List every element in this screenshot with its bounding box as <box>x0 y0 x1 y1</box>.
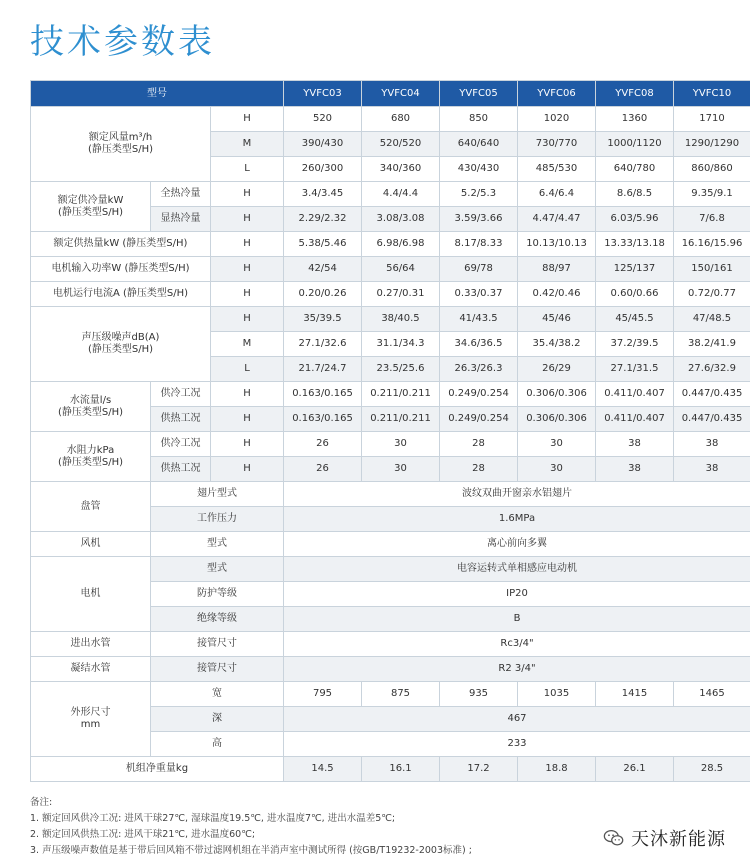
value-cell: 26.1 <box>596 757 674 782</box>
value-cell: 88/97 <box>518 257 596 282</box>
value-cell: 离心前向多翼 <box>284 532 750 557</box>
value-cell: 795 <box>284 682 362 707</box>
note-line: 1. 额定回风供冷工况: 进风干球27℃, 湿球温度19.5℃, 进水温度7℃, 进出水温差5℃; <box>30 813 396 824</box>
value-cell: 16.16/15.96 <box>674 232 750 257</box>
value-cell: 3.59/3.66 <box>440 207 518 232</box>
value-cell: 340/360 <box>362 157 440 182</box>
value-cell: 1020 <box>518 107 596 132</box>
row-label-power: 电机输入功率W (静压类型S/H) <box>31 257 211 282</box>
value-cell: 875 <box>362 682 440 707</box>
table-row <box>31 257 750 282</box>
row-label-fan: 风机 <box>31 532 151 557</box>
level-cell: H <box>211 382 284 407</box>
sub-label: 接管尺寸 <box>151 657 284 682</box>
value-cell: 1290/1290 <box>674 132 750 157</box>
value-cell: 1360 <box>596 107 674 132</box>
level-cell: H <box>211 457 284 482</box>
table-row <box>31 657 750 682</box>
value-cell: 680 <box>362 107 440 132</box>
value-cell: 860/860 <box>674 157 750 182</box>
model-col: YVFC03 <box>284 81 362 107</box>
sub-label: 供冷工况 <box>151 382 211 407</box>
sub-label: 深 <box>151 707 284 732</box>
header-row <box>31 81 750 107</box>
value-cell: 1415 <box>596 682 674 707</box>
wechat-icon <box>603 827 625 849</box>
value-cell: 4.47/4.47 <box>518 207 596 232</box>
value-cell: 430/430 <box>440 157 518 182</box>
value-cell: 0.447/0.435 <box>674 407 750 432</box>
value-cell: 935 <box>440 682 518 707</box>
value-cell: IP20 <box>284 582 750 607</box>
table-row <box>31 682 750 707</box>
value-cell: 23.5/25.6 <box>362 357 440 382</box>
value-cell: 150/161 <box>674 257 750 282</box>
value-cell: 14.5 <box>284 757 362 782</box>
table-row <box>31 182 750 207</box>
value-cell: 31.1/34.3 <box>362 332 440 357</box>
sub-label: 型式 <box>151 532 284 557</box>
value-cell: 0.249/0.254 <box>440 407 518 432</box>
value-cell: 26 <box>284 432 362 457</box>
row-label-airflow: 额定风量m³/h (静压类型S/H) <box>31 107 211 182</box>
value-cell: 0.411/0.407 <box>596 382 674 407</box>
level-cell: M <box>211 132 284 157</box>
value-cell: 3.4/3.45 <box>284 182 362 207</box>
sub-label: 全热冷量 <box>151 182 211 207</box>
row-label-coil: 盘管 <box>31 482 151 532</box>
row-label-drain: 凝结水管 <box>31 657 151 682</box>
value-cell: 390/430 <box>284 132 362 157</box>
value-cell: 7/6.8 <box>674 207 750 232</box>
table-row <box>31 232 750 257</box>
value-cell: 21.7/24.7 <box>284 357 362 382</box>
model-col: YVFC08 <box>596 81 674 107</box>
level-cell: L <box>211 357 284 382</box>
value-cell: 38 <box>596 432 674 457</box>
value-cell: 1035 <box>518 682 596 707</box>
value-cell: 1000/1120 <box>596 132 674 157</box>
value-cell: 0.411/0.407 <box>596 407 674 432</box>
value-cell: 18.8 <box>518 757 596 782</box>
value-cell: 2.29/2.32 <box>284 207 362 232</box>
value-cell: 26 <box>284 457 362 482</box>
value-cell: 0.163/0.165 <box>284 382 362 407</box>
model-header: 型号 <box>31 81 284 107</box>
value-cell: 17.2 <box>440 757 518 782</box>
value-cell: 0.447/0.435 <box>674 382 750 407</box>
sub-label: 防护等级 <box>151 582 284 607</box>
value-cell: 1465 <box>674 682 750 707</box>
row-label-noise: 声压级噪声dB(A) (静压类型S/H) <box>31 307 211 382</box>
sub-label: 型式 <box>151 557 284 582</box>
value-cell: 27.1/31.5 <box>596 357 674 382</box>
value-cell: 0.306/0.306 <box>518 407 596 432</box>
value-cell: R2 3/4" <box>284 657 750 682</box>
row-label-cooling: 额定供冷量kW (静压类型S/H) <box>31 182 151 232</box>
model-col: YVFC04 <box>362 81 440 107</box>
level-cell: H <box>211 207 284 232</box>
row-label-resistance: 水阻力kPa (静压类型S/H) <box>31 432 151 482</box>
value-cell: 10.13/10.13 <box>518 232 596 257</box>
value-cell: 4.4/4.4 <box>362 182 440 207</box>
value-cell: 485/530 <box>518 157 596 182</box>
value-cell: 0.20/0.26 <box>284 282 362 307</box>
value-cell: 233 <box>284 732 750 757</box>
value-cell: 电容运转式单相感应电动机 <box>284 557 750 582</box>
model-col: YVFC10 <box>674 81 750 107</box>
value-cell: 波纹双曲开窗亲水铝翅片 <box>284 482 750 507</box>
value-cell: 640/640 <box>440 132 518 157</box>
value-cell: 38 <box>674 432 750 457</box>
value-cell: 0.42/0.46 <box>518 282 596 307</box>
notes-heading: 备注: <box>30 797 53 808</box>
value-cell: 45/46 <box>518 307 596 332</box>
row-label-current: 电机运行电流A (静压类型S/H) <box>31 282 211 307</box>
value-cell: 0.249/0.254 <box>440 382 518 407</box>
value-cell: 730/770 <box>518 132 596 157</box>
level-cell: H <box>211 232 284 257</box>
value-cell: 45/45.5 <box>596 307 674 332</box>
row-label-waterflow: 水流量l/s (静压类型S/H) <box>31 382 151 432</box>
value-cell: 260/300 <box>284 157 362 182</box>
watermark-text: 天沐新能源 <box>631 829 726 850</box>
value-cell: 38.2/41.9 <box>674 332 750 357</box>
value-cell: 41/43.5 <box>440 307 518 332</box>
table-row <box>31 757 750 782</box>
row-label-motor: 电机 <box>31 557 151 632</box>
model-col: YVFC05 <box>440 81 518 107</box>
row-label-dims: 外形尺寸 mm <box>31 682 151 757</box>
level-cell: H <box>211 282 284 307</box>
value-cell: 37.2/39.5 <box>596 332 674 357</box>
level-cell: H <box>211 307 284 332</box>
value-cell: 5.38/5.46 <box>284 232 362 257</box>
value-cell: 9.35/9.1 <box>674 182 750 207</box>
value-cell: 125/137 <box>596 257 674 282</box>
sub-label: 供热工况 <box>151 407 211 432</box>
value-cell: 1710 <box>674 107 750 132</box>
sub-label: 显热冷量 <box>151 207 211 232</box>
value-cell: 0.211/0.211 <box>362 382 440 407</box>
level-cell: H <box>211 107 284 132</box>
value-cell: 3.08/3.08 <box>362 207 440 232</box>
value-cell: 26/29 <box>518 357 596 382</box>
value-cell: 520 <box>284 107 362 132</box>
value-cell: 13.33/13.18 <box>596 232 674 257</box>
value-cell: 28 <box>440 432 518 457</box>
table-row <box>31 557 750 582</box>
value-cell: 6.03/5.96 <box>596 207 674 232</box>
value-cell: 5.2/5.3 <box>440 182 518 207</box>
value-cell: 850 <box>440 107 518 132</box>
page-title: 技术参数表 <box>30 22 215 62</box>
value-cell: 8.17/8.33 <box>440 232 518 257</box>
row-label-inlet: 进出水管 <box>31 632 151 657</box>
value-cell: 640/780 <box>596 157 674 182</box>
value-cell: B <box>284 607 750 632</box>
value-cell: 42/54 <box>284 257 362 282</box>
value-cell: 8.6/8.5 <box>596 182 674 207</box>
value-cell: 69/78 <box>440 257 518 282</box>
value-cell: 30 <box>518 432 596 457</box>
sub-label: 翅片型式 <box>151 482 284 507</box>
row-label-heating: 额定供热量kW (静压类型S/H) <box>31 232 211 257</box>
table-row <box>31 432 750 457</box>
value-cell: 35.4/38.2 <box>518 332 596 357</box>
value-cell: 28 <box>440 457 518 482</box>
table-row <box>31 307 750 332</box>
value-cell: 0.27/0.31 <box>362 282 440 307</box>
sub-label: 宽 <box>151 682 284 707</box>
table-row <box>31 382 750 407</box>
value-cell: 0.60/0.66 <box>596 282 674 307</box>
value-cell: 6.4/6.4 <box>518 182 596 207</box>
value-cell: 16.1 <box>362 757 440 782</box>
level-cell: M <box>211 332 284 357</box>
table-row <box>31 482 750 507</box>
value-cell: 38/40.5 <box>362 307 440 332</box>
model-col: YVFC06 <box>518 81 596 107</box>
level-cell: H <box>211 407 284 432</box>
value-cell: 467 <box>284 707 750 732</box>
sub-label: 供冷工况 <box>151 432 211 457</box>
sub-label: 工作压力 <box>151 507 284 532</box>
value-cell: 6.98/6.98 <box>362 232 440 257</box>
value-cell: 30 <box>362 432 440 457</box>
value-cell: 30 <box>362 457 440 482</box>
value-cell: 0.72/0.77 <box>674 282 750 307</box>
value-cell: 0.306/0.306 <box>518 382 596 407</box>
value-cell: 56/64 <box>362 257 440 282</box>
level-cell: L <box>211 157 284 182</box>
spec-table <box>30 80 750 782</box>
level-cell: H <box>211 432 284 457</box>
sub-label: 绝缘等级 <box>151 607 284 632</box>
note-line: 3. 声压级噪声数值是基于带后回风箱不带过滤网机组在半消声室中测试所得 (按GB/T19232-2003标准) ; <box>30 845 472 856</box>
level-cell: H <box>211 182 284 207</box>
value-cell: Rc3/4" <box>284 632 750 657</box>
table-row <box>31 107 750 132</box>
value-cell: 34.6/36.5 <box>440 332 518 357</box>
sub-label: 接管尺寸 <box>151 632 284 657</box>
value-cell: 0.211/0.211 <box>362 407 440 432</box>
value-cell: 35/39.5 <box>284 307 362 332</box>
value-cell: 0.163/0.165 <box>284 407 362 432</box>
value-cell: 38 <box>596 457 674 482</box>
value-cell: 30 <box>518 457 596 482</box>
table-row <box>31 282 750 307</box>
sub-label: 高 <box>151 732 284 757</box>
value-cell: 0.33/0.37 <box>440 282 518 307</box>
sub-label: 供热工况 <box>151 457 211 482</box>
note-line: 2. 额定回风供热工况: 进风干球21℃, 进水温度60℃; <box>30 829 256 840</box>
value-cell: 1.6MPa <box>284 507 750 532</box>
value-cell: 26.3/26.3 <box>440 357 518 382</box>
watermark <box>599 823 730 853</box>
table-row <box>31 532 750 557</box>
value-cell: 27.1/32.6 <box>284 332 362 357</box>
row-label-weight: 机组净重量kg <box>31 757 284 782</box>
table-row <box>31 632 750 657</box>
value-cell: 27.6/32.9 <box>674 357 750 382</box>
value-cell: 28.5 <box>674 757 750 782</box>
value-cell: 38 <box>674 457 750 482</box>
value-cell: 520/520 <box>362 132 440 157</box>
value-cell: 47/48.5 <box>674 307 750 332</box>
level-cell: H <box>211 257 284 282</box>
